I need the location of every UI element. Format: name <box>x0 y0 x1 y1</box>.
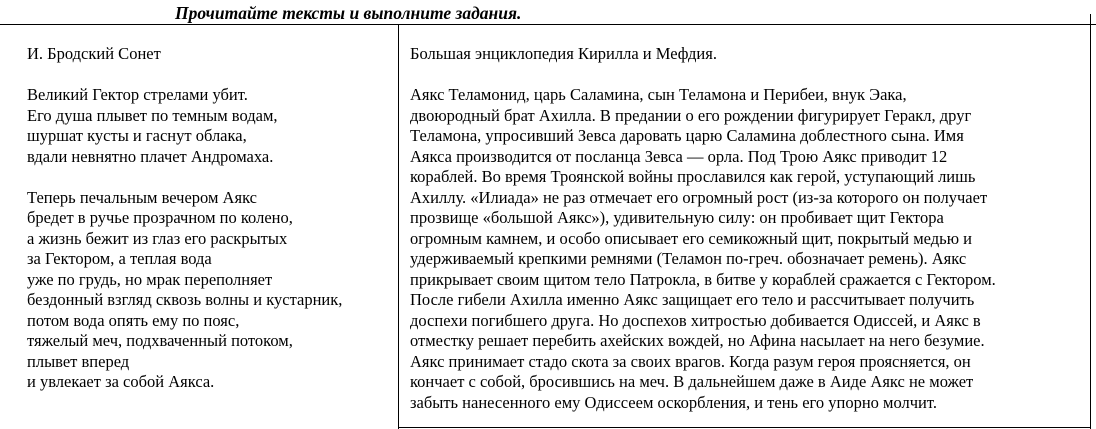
article-line: забыть нанесенного ему Одиссеем оскорбления, и тень его упорно молчит. <box>410 392 937 412</box>
table-bottom-border <box>398 427 1090 428</box>
article-line: удерживаемый крепкими ремнями (Теламон по-греч. обозначает ремень). Аякс <box>410 249 967 268</box>
poem-line: за Гектором, а теплая вода <box>27 249 212 268</box>
table-column-divider <box>398 24 399 429</box>
article-line: Теламона, упросивший Зевса даровать царю Саламина доблестного сына. Имя <box>410 126 964 145</box>
article-line: Аякс Теламонид, царь Саламина, сын Теламона и Перибеи, внук Эака, <box>410 85 907 104</box>
encyclopedia-title: Большая энциклопедия Кирилла и Мефдия. <box>410 44 717 63</box>
poem-line: а жизнь бежит из глаз его раскрытых <box>27 228 288 248</box>
article-line: двоюродный брат Ахилла. В предании о его рождении фигурирует Геракл, друг <box>410 105 972 125</box>
poem-line: плывет вперед <box>27 351 130 371</box>
poem-line: вдали невнятно плачет Андромаха. <box>27 146 274 166</box>
poem-line: бездонный взгляд сквозь волны и кустарник, <box>27 290 343 309</box>
article-line: прикрывает своим щитом тело Патрокла, в битве у кораблей сражается с Гектором. <box>410 269 996 289</box>
article-line: После гибели Ахилла именно Аякс защищает его тело и рассчитывает получить <box>410 290 975 309</box>
poem-line: уже по грудь, но мрак переполняет <box>27 269 273 289</box>
article-line: огромным камнем, и особо описывает его семикожный щит, покрытый медью и <box>410 228 972 248</box>
article-line: прозвище «большой Аякс»), удивительную силу: он пробивает щит Гектора <box>410 208 944 227</box>
poem-line: бредет в ручье прозрачном по колено, <box>27 208 293 227</box>
poem-line: Великий Гектор стрелами убит. <box>27 85 248 104</box>
poem-title: И. Бродский Сонет <box>27 44 161 63</box>
article-line: доспехи погибшего друга. Но доспехов хитростью добивается Одиссей, и Аякс в <box>410 310 981 330</box>
task-instruction: Прочитайте тексты и выполните задания. <box>175 3 522 23</box>
encyclopedia-cell <box>410 44 1086 413</box>
poem-line: потом вода опять ему по пояс, <box>27 310 240 330</box>
encyclopedia-article <box>410 85 1086 413</box>
article-line: Ахиллу. «Илиада» не раз отмечает его огромный рост (из-за которого он получает <box>410 187 988 207</box>
poem-line: шуршат кусты и гаснут облака, <box>27 126 247 145</box>
poem-line: тяжелый меч, подхваченный потоком, <box>27 331 293 350</box>
article-line: Аякс принимает стадо скота за своих врагов. Когда разум героя проясняется, он <box>410 351 971 371</box>
poem-cell <box>27 44 395 393</box>
poem-stanza-2 <box>27 188 395 393</box>
table-right-border <box>1090 14 1091 429</box>
poem-line: Теперь печальным вечером Аякс <box>27 187 257 207</box>
article-line: Аякса производится от посланца Зевса — орла. Под Трою Аякс приводит 12 <box>410 146 948 166</box>
poem-line: и увлекает за собой Аякса. <box>27 372 215 391</box>
poem-line: Его душа плывет по темным водам, <box>27 105 278 125</box>
table-top-border <box>0 24 1096 25</box>
article-line: кончает с собой, бросившись на меч. В дальнейшем даже в Аиде Аякс не может <box>410 372 974 391</box>
article-line: отместку решает перебить ахейских вождей, но Афина насылает на него безумие. <box>410 331 985 350</box>
article-line: кораблей. Во время Троянской войны прославился как герой, уступающий лишь <box>410 167 976 186</box>
poem-stanza-1 <box>27 85 395 167</box>
